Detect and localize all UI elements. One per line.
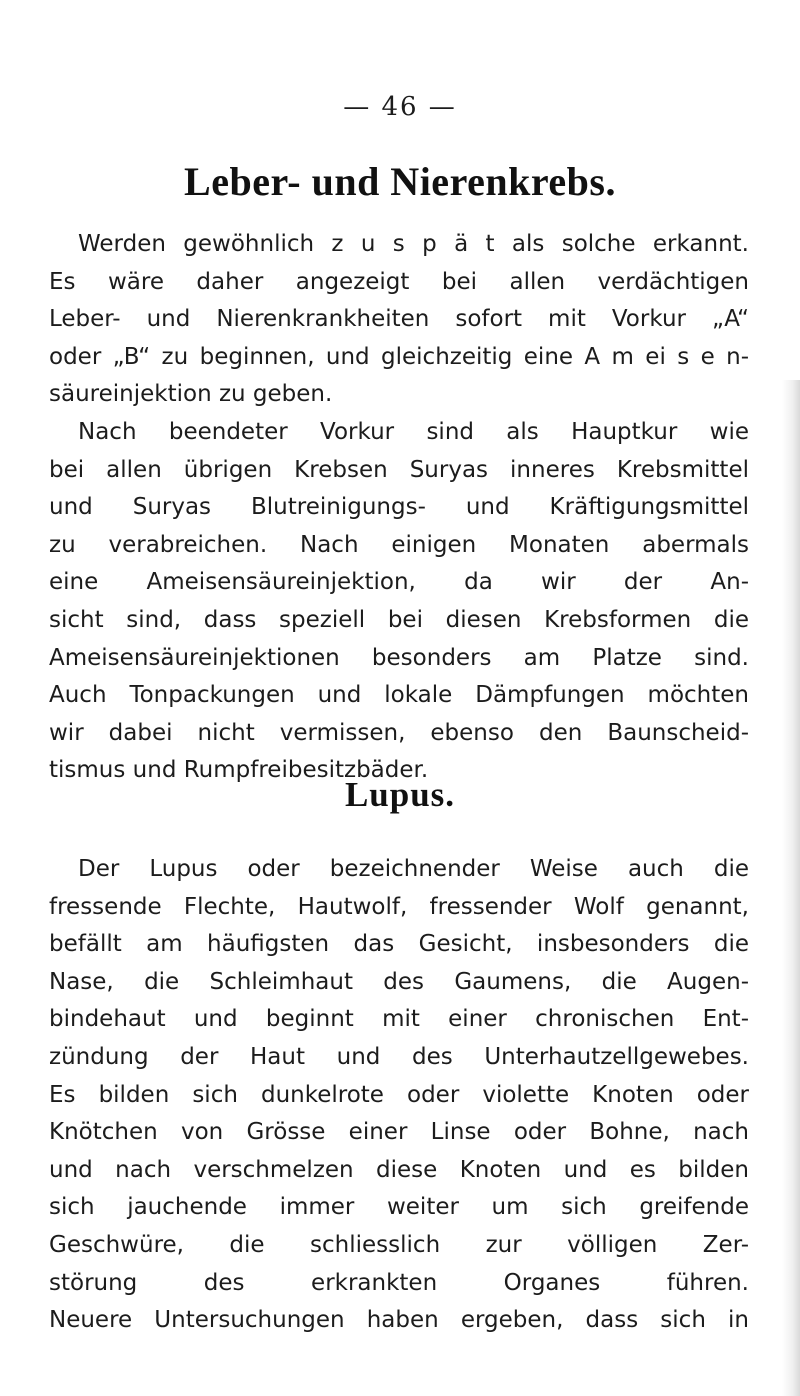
- text-line: Ameisensäureinjektionen besonders am Platze sind.: [49, 644, 749, 671]
- text-line: Knötchen von Grösse einer Linse oder Bohne, nach: [49, 1119, 749, 1146]
- text-line: Auch Tonpackungen und lokale Dämpfungen möchten: [49, 682, 749, 709]
- text-line: fressende Flechte, Hautwolf, fressender Wolf genannt,: [49, 893, 749, 920]
- text-line: zu verabreichen. Nach einigen Monaten abermals: [49, 531, 749, 558]
- text-line: befällt am häufigsten das Gesicht, insbesonders die: [49, 931, 749, 958]
- text-line: Leber- und Nierenkrankheiten sofort mit Vorkur „A“: [49, 306, 749, 333]
- text-line: zündung der Haut und des Unterhautzellgewebes.: [49, 1043, 749, 1070]
- text-line: säureinjektion zu geben.: [49, 381, 333, 408]
- text-line: Neuere Untersuchungen haben ergeben, dass sich in: [49, 1307, 749, 1334]
- text-line: Es wäre daher angezeigt bei allen verdächtigen: [49, 268, 749, 295]
- section-heading-lupus: Lupus.: [344, 775, 456, 814]
- text-line: und Suryas Blutreinigungs- und Kräftigungsmittel: [49, 494, 749, 521]
- paragraph-block-lupus: [49, 851, 749, 1340]
- text-line: eine Ameisensäureinjektion, da wir der An-: [49, 569, 749, 596]
- text-line: Werden gewöhnlich z u s p ä t als solche erkannt.: [78, 231, 749, 257]
- text-line: bei allen übrigen Krebsen Suryas inneres Krebsmittel: [49, 456, 749, 483]
- section-heading-leber-nierenkrebs: Leber- und Nierenkrebs.: [184, 159, 616, 204]
- text-line: Nase, die Schleimhaut des Gaumens, die Augen-: [49, 968, 749, 995]
- text-line: und nach verschmelzen diese Knoten und es bilden: [49, 1156, 749, 1183]
- page-binding-edge: [782, 380, 800, 1396]
- text-line: sich jauchende immer weiter um sich greifende: [49, 1194, 749, 1221]
- text-line: Es bilden sich dunkelrote oder violette Knoten oder: [49, 1081, 749, 1108]
- text-line: Nach beendeter Vorkur sind als Hauptkur wie: [78, 418, 749, 445]
- text-line: tismus und Rumpfreibesitzbäder.: [49, 757, 429, 784]
- text-line: sicht sind, dass speziell bei diesen Krebsformen die: [49, 606, 749, 633]
- text-line: wir dabei nicht vermissen, ebenso den Baunscheid-: [49, 719, 749, 746]
- text-line: Geschwüre, die schliesslich zur völligen Zer-: [49, 1231, 749, 1258]
- text-line: bindehaut und beginnt mit einer chronischen Ent-: [49, 1006, 749, 1033]
- paragraph-block-leber-nierenkrebs: [49, 226, 749, 790]
- text-line: Der Lupus oder bezeichnender Weise auch die: [78, 856, 749, 882]
- page-number: — 46 —: [343, 92, 457, 122]
- text-line: störung des erkrankten Organes führen.: [49, 1269, 749, 1296]
- text-line: oder „B“ zu beginnen, und gleichzeitig eine A m ei s e n-: [49, 343, 749, 370]
